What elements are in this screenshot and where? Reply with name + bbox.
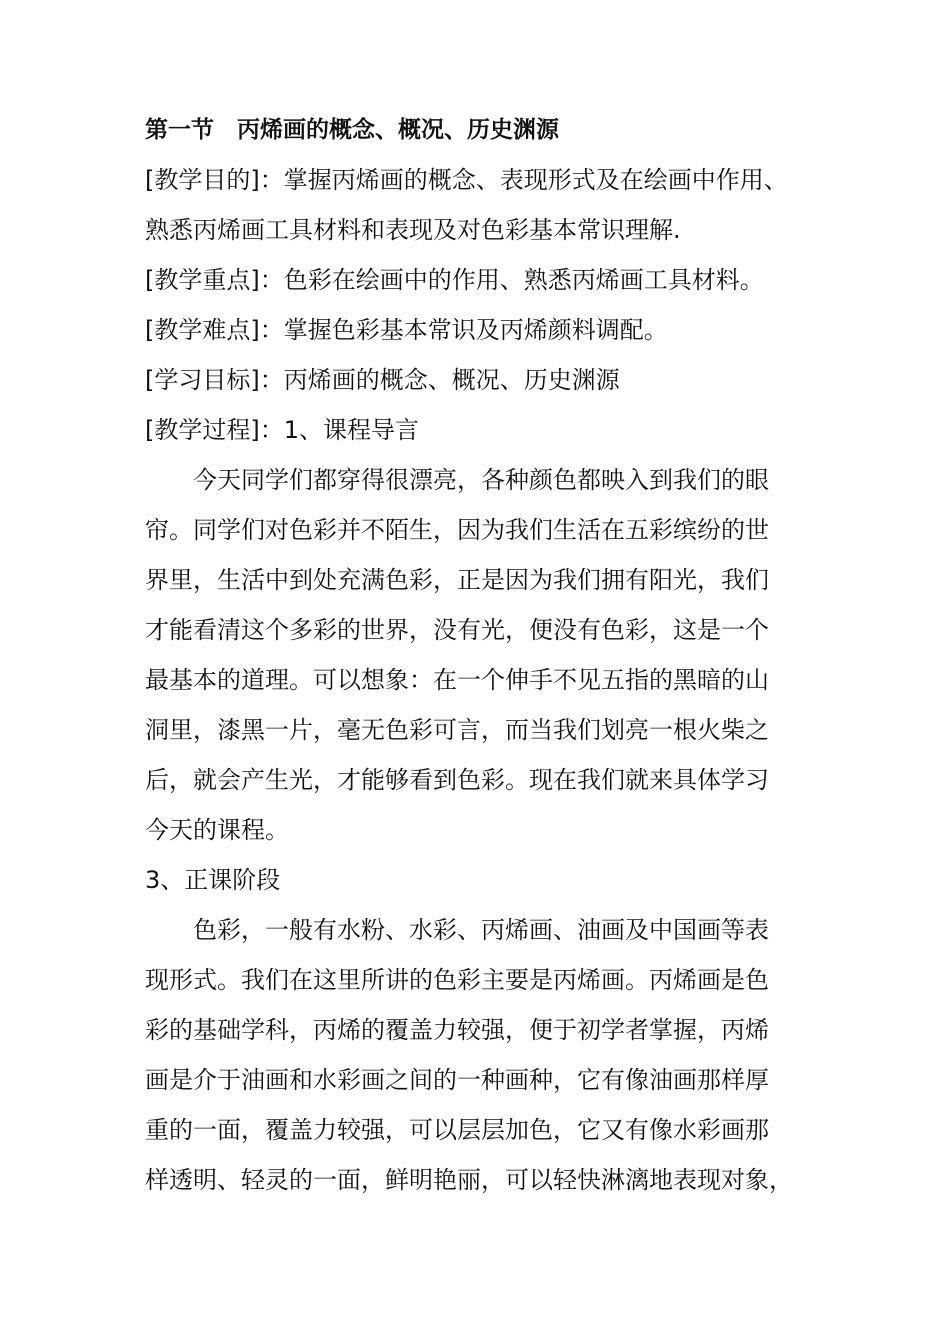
color-paragraph-line: 样透明、轻灵的一面，鲜明艳丽，可以轻快淋漓地表现对象， xyxy=(145,1166,793,1194)
color-paragraph-line: 重的一面，覆盖力较强，可以层层加色，它又有像水彩画那 xyxy=(145,1116,769,1144)
stage-heading: 3、正课阶段 xyxy=(145,866,281,894)
teaching-goal-line-2: 熟悉丙烯画工具材料和表现及对色彩基本常识理解. xyxy=(145,216,681,244)
intro-paragraph-line: 最基本的道理。可以想象：在一个伸手不见五指的黑暗的山 xyxy=(145,666,769,694)
intro-paragraph-line: 界里，生活中到处充满色彩，正是因为我们拥有阳光，我们 xyxy=(145,566,769,594)
teaching-focus: [教学重点]：色彩在绘画中的作用、熟悉丙烯画工具材料。 xyxy=(145,266,764,294)
intro-paragraph-line: 后，就会产生光，才能够看到色彩。现在我们就来具体学习 xyxy=(145,766,769,794)
teaching-process: [教学过程]：1、课程导言 xyxy=(145,416,419,444)
intro-paragraph-line: 洞里，漆黑一片，毫无色彩可言，而当我们划亮一根火柴之 xyxy=(145,716,769,744)
learning-target: [学习目标]：丙烯画的概念、概况、历史渊源 xyxy=(145,366,620,394)
color-paragraph-line: 画是介于油画和水彩画之间的一种画种，它有像油画那样厚 xyxy=(145,1066,769,1094)
color-paragraph-line: 彩的基础学科，丙烯的覆盖力较强，便于初学者掌握，丙烯 xyxy=(145,1016,769,1044)
teaching-difficulty: [教学难点]：掌握色彩基本常识及丙烯颜料调配。 xyxy=(145,316,668,344)
color-paragraph-line: 现形式。我们在这里所讲的色彩主要是丙烯画。丙烯画是色 xyxy=(145,966,769,994)
intro-paragraph-line: 今天的课程。 xyxy=(145,816,289,844)
intro-paragraph-line: 帘。同学们对色彩并不陌生，因为我们生活在五彩缤纷的世 xyxy=(145,516,769,544)
intro-paragraph-line: 今天同学们都穿得很漂亮，各种颜色都映入到我们的眼 xyxy=(193,466,769,494)
teaching-goal-line-1: [教学目的]：掌握丙烯画的概念、表现形式及在绘画中作用、 xyxy=(145,166,788,194)
section-title: 第一节 丙烯画的概念、概况、历史渊源 xyxy=(145,117,559,143)
intro-paragraph-line: 才能看清这个多彩的世界，没有光，便没有色彩，这是一个 xyxy=(145,616,769,644)
color-paragraph-line: 色彩，一般有水粉、水彩、丙烯画、油画及中国画等表 xyxy=(193,916,769,944)
